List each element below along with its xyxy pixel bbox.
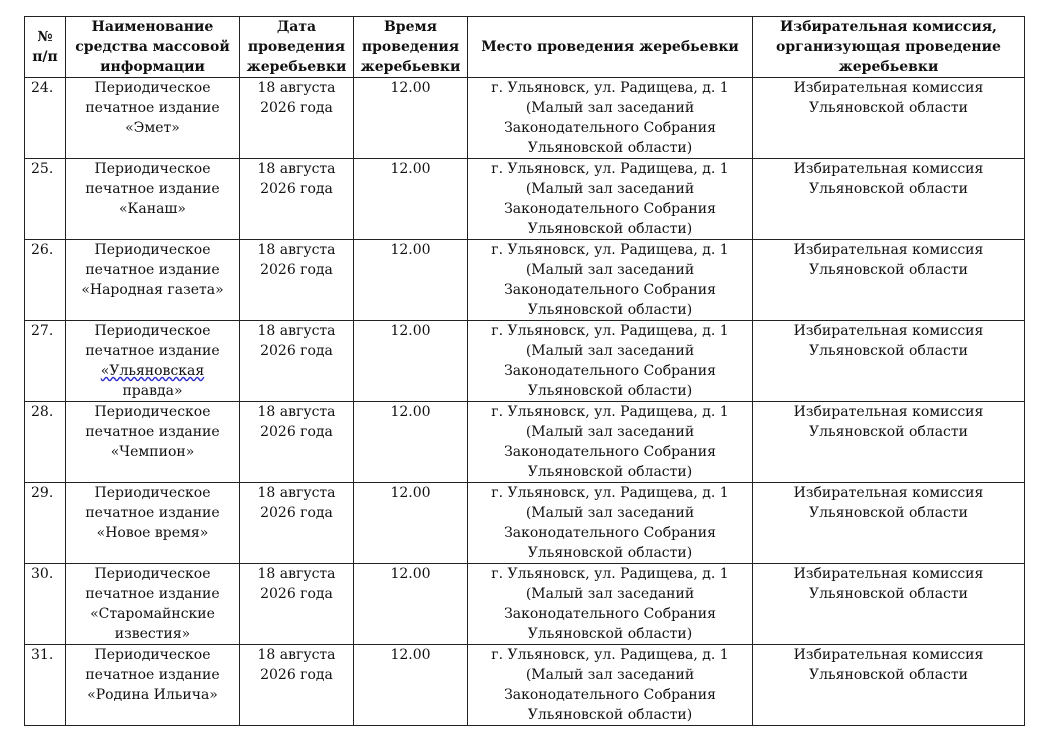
cell-line: Периодическое: [94, 323, 211, 339]
cell-line: Избирательная комиссия: [793, 404, 984, 420]
draw-place-cell: [468, 321, 753, 402]
draw-place-cell: [468, 564, 753, 645]
cell-line: печатное издание: [85, 586, 220, 602]
cell-line: 2026 года: [260, 181, 333, 197]
header-draw-time: [354, 17, 468, 78]
media-name-cell: [66, 78, 240, 159]
cell-line: «Родина Ильича»: [87, 687, 218, 703]
table-row: [25, 78, 1025, 159]
cell-line: Периодическое: [94, 80, 211, 96]
commission-cell: [753, 240, 1025, 321]
row-number: 30.: [25, 564, 66, 645]
cell-line: Ульяновской области: [809, 586, 968, 602]
cell-line: Периодическое: [94, 566, 211, 582]
cell-line: Избирательная комиссия: [793, 647, 984, 663]
cell-line: Периодическое: [94, 647, 211, 663]
row-number: 26.: [25, 240, 66, 321]
cell-line: Ульяновской области: [809, 505, 968, 521]
cell-line: г. Ульяновск, ул. Радищева, д. 1: [491, 404, 729, 420]
media-name-cell: [66, 645, 240, 726]
cell-line: (Малый зал заседаний: [525, 424, 695, 440]
cell-line: Законодательного Собрания: [504, 525, 716, 541]
cell-line: г. Ульяновск, ул. Радищева, д. 1: [491, 242, 729, 258]
draw-time-cell: 12.00: [354, 483, 468, 564]
cell-line: Ульяновской области): [527, 464, 693, 480]
draw-time-cell: 12.00: [354, 402, 468, 483]
draw-schedule-table: [24, 16, 1025, 726]
draw-place-cell: [468, 402, 753, 483]
draw-place-cell: [468, 483, 753, 564]
table-row: [25, 321, 1025, 402]
cell-line: Законодательного Собрания: [504, 687, 716, 703]
commission-cell: [753, 483, 1025, 564]
cell-line: печатное издание: [85, 667, 220, 683]
draw-place-cell: [468, 78, 753, 159]
table-row: [25, 483, 1025, 564]
cell-line: 18 августа: [257, 323, 336, 339]
cell-line: 2026 года: [260, 262, 333, 278]
media-name-cell: [66, 402, 240, 483]
draw-time-cell: 12.00: [354, 240, 468, 321]
cell-line: 18 августа: [257, 242, 336, 258]
cell-line: Ульяновской области): [527, 221, 693, 237]
cell-line: Место проведения жеребьевки: [481, 39, 739, 55]
cell-line: Избирательная комиссия: [793, 80, 984, 96]
cell-line: Время: [383, 19, 438, 35]
cell-line: Ульяновской области): [527, 140, 693, 156]
draw-date-cell: [240, 483, 354, 564]
commission-cell: [753, 564, 1025, 645]
cell-line: Законодательного Собрания: [504, 120, 716, 136]
cell-line: Ульяновской области): [527, 383, 693, 399]
row-number: 29.: [25, 483, 66, 564]
cell-line: Законодательного Собрания: [504, 363, 716, 379]
cell-line: (Малый зал заседаний: [525, 181, 695, 197]
cell-line: печатное издание: [85, 262, 220, 278]
cell-line: п/п: [32, 49, 58, 65]
row-number: 31.: [25, 645, 66, 726]
table-body: [25, 78, 1025, 726]
cell-line: Избирательная комиссия: [793, 161, 984, 177]
draw-date-cell: [240, 321, 354, 402]
header-media-name: [66, 17, 240, 78]
cell-line: Наименование: [91, 19, 214, 35]
cell-line: (Малый зал заседаний: [525, 505, 695, 521]
cell-line: Ульяновской области): [527, 545, 693, 561]
draw-date-cell: [240, 564, 354, 645]
media-name-cell: [66, 321, 240, 402]
commission-cell: [753, 78, 1025, 159]
cell-line: печатное издание: [85, 343, 220, 359]
cell-line: (Малый зал заседаний: [525, 262, 695, 278]
row-number: 24.: [25, 78, 66, 159]
draw-time-cell: 12.00: [354, 159, 468, 240]
cell-line: Избирательная комиссия: [793, 566, 984, 582]
cell-line: 18 августа: [257, 647, 336, 663]
cell-line: Законодательного Собрания: [504, 282, 716, 298]
header-draw-date: [240, 17, 354, 78]
cell-line: правда»: [122, 383, 183, 399]
draw-place-cell: [468, 159, 753, 240]
media-name-cell: [66, 483, 240, 564]
cell-line: Периодическое: [94, 242, 211, 258]
cell-line: Ульяновской области): [527, 302, 693, 318]
cell-line: 2026 года: [260, 100, 333, 116]
cell-line: Ульяновской области: [809, 181, 968, 197]
cell-line: г. Ульяновск, ул. Радищева, д. 1: [491, 647, 729, 663]
document-page: [24, 16, 1025, 726]
draw-date-cell: [240, 402, 354, 483]
cell-line: «Народная газета»: [81, 282, 224, 298]
draw-place-cell: [468, 240, 753, 321]
cell-line: Ульяновской области): [527, 707, 693, 723]
row-number: 25.: [25, 159, 66, 240]
cell-line: проведения: [247, 39, 346, 55]
cell-line: печатное издание: [85, 100, 220, 116]
cell-line: Ульяновской области: [809, 667, 968, 683]
cell-line: «Старомайнские: [90, 606, 215, 622]
draw-date-cell: [240, 240, 354, 321]
cell-line: Ульяновской области: [809, 100, 968, 116]
commission-cell: [753, 159, 1025, 240]
cell-line: «Эмет»: [125, 120, 180, 136]
cell-line: (Малый зал заседаний: [525, 100, 695, 116]
draw-date-cell: [240, 159, 354, 240]
table-row: [25, 402, 1025, 483]
cell-line: «Ульяновская: [100, 363, 205, 379]
cell-line: (Малый зал заседаний: [525, 586, 695, 602]
cell-line: 18 августа: [257, 404, 336, 420]
cell-line: 2026 года: [260, 667, 333, 683]
cell-line: Ульяновской области: [809, 343, 968, 359]
cell-line: Ульяновской области): [527, 626, 693, 642]
draw-time-cell: 12.00: [354, 321, 468, 402]
cell-line: 2026 года: [260, 505, 333, 521]
header-commission: [753, 17, 1025, 78]
cell-line: 2026 года: [260, 343, 333, 359]
commission-cell: [753, 321, 1025, 402]
commission-cell: [753, 645, 1025, 726]
cell-line: Избирательная комиссия: [793, 485, 984, 501]
draw-date-cell: [240, 645, 354, 726]
cell-line: 18 августа: [257, 80, 336, 96]
cell-line: г. Ульяновск, ул. Радищева, д. 1: [491, 80, 729, 96]
commission-cell: [753, 402, 1025, 483]
cell-line: известия»: [114, 626, 191, 642]
cell-line: Законодательного Собрания: [504, 606, 716, 622]
cell-line: 2026 года: [260, 586, 333, 602]
row-number: 28.: [25, 402, 66, 483]
table-row: [25, 645, 1025, 726]
table-row: [25, 159, 1025, 240]
media-name-cell: [66, 159, 240, 240]
media-name-cell: [66, 240, 240, 321]
cell-line: «Чемпион»: [110, 444, 195, 460]
cell-line: №: [37, 29, 53, 45]
cell-line: Периодическое: [94, 485, 211, 501]
header-num: [25, 17, 66, 78]
table-row: [25, 564, 1025, 645]
draw-place-cell: [468, 645, 753, 726]
cell-line: Дата: [276, 19, 317, 35]
cell-line: Избирательная комиссия,: [780, 19, 997, 35]
table-row: [25, 240, 1025, 321]
header-draw-place: [468, 17, 753, 78]
cell-line: печатное издание: [85, 505, 220, 521]
media-name-cell: [66, 564, 240, 645]
cell-line: 18 августа: [257, 161, 336, 177]
cell-line: «Канаш»: [118, 201, 186, 217]
cell-line: Периодическое: [94, 404, 211, 420]
cell-line: информации: [100, 59, 205, 75]
cell-line: (Малый зал заседаний: [525, 667, 695, 683]
cell-line: жеребьевки: [360, 59, 461, 75]
cell-line: г. Ульяновск, ул. Радищева, д. 1: [491, 485, 729, 501]
cell-line: г. Ульяновск, ул. Радищева, д. 1: [491, 323, 729, 339]
cell-line: Избирательная комиссия: [793, 242, 984, 258]
cell-line: Ульяновской области: [809, 262, 968, 278]
cell-line: 18 августа: [257, 485, 336, 501]
cell-line: Избирательная комиссия: [793, 323, 984, 339]
cell-line: средства массовой: [75, 39, 230, 55]
cell-line: Законодательного Собрания: [504, 444, 716, 460]
cell-line: печатное издание: [85, 424, 220, 440]
draw-date-cell: [240, 78, 354, 159]
cell-line: печатное издание: [85, 181, 220, 197]
cell-line: жеребьевки: [246, 59, 347, 75]
draw-time-cell: 12.00: [354, 645, 468, 726]
cell-line: 18 августа: [257, 566, 336, 582]
cell-line: «Новое время»: [96, 525, 209, 541]
cell-line: Ульяновской области: [809, 424, 968, 440]
cell-line: Законодательного Собрания: [504, 201, 716, 217]
cell-line: Периодическое: [94, 161, 211, 177]
table-header-row: [25, 17, 1025, 78]
cell-line: г. Ульяновск, ул. Радищева, д. 1: [491, 161, 729, 177]
cell-line: 2026 года: [260, 424, 333, 440]
cell-line: г. Ульяновск, ул. Радищева, д. 1: [491, 566, 729, 582]
cell-line: (Малый зал заседаний: [525, 343, 695, 359]
draw-time-cell: 12.00: [354, 78, 468, 159]
cell-line: проведения: [361, 39, 460, 55]
draw-time-cell: 12.00: [354, 564, 468, 645]
cell-line: организующая проведение: [776, 39, 1001, 55]
cell-line: жеребьевки: [838, 59, 939, 75]
row-number: 27.: [25, 321, 66, 402]
